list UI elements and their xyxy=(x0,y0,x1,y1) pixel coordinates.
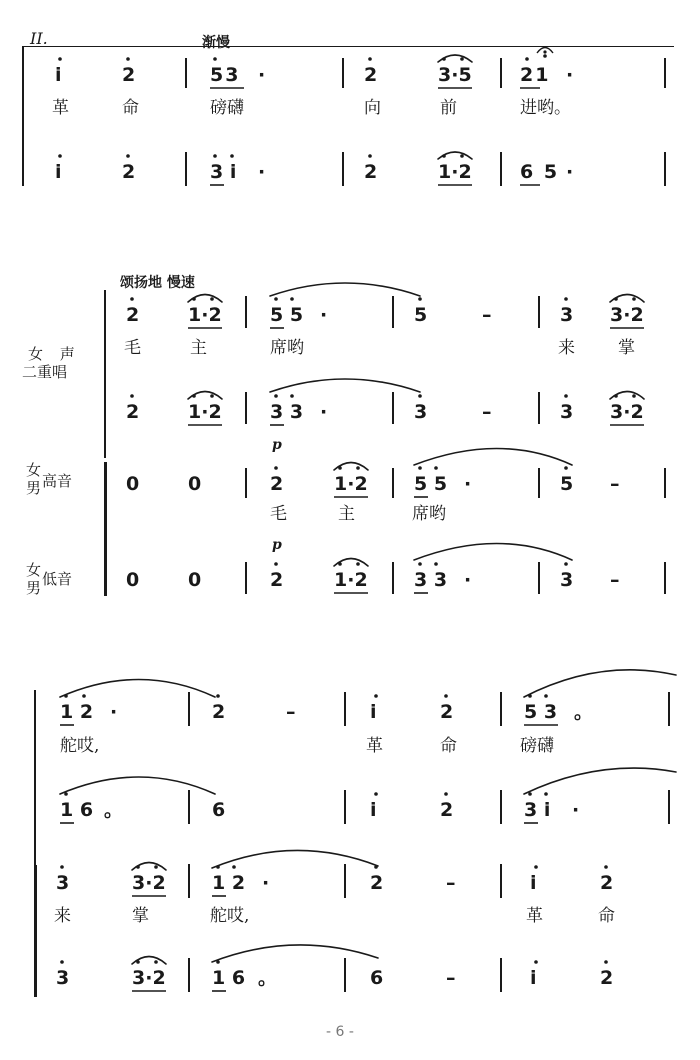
lyric: 掌 xyxy=(618,338,635,358)
note: i xyxy=(55,161,62,183)
note: 2 xyxy=(600,872,614,894)
note: 6 xyxy=(370,967,384,989)
dot: · xyxy=(566,64,574,86)
lyric: 毛 xyxy=(270,504,287,524)
note: 6 xyxy=(212,799,226,821)
note-group: 3 3 xyxy=(414,569,448,591)
part-label-high: 男 xyxy=(26,479,42,497)
note: 2 xyxy=(126,401,140,423)
lyric: 掌 xyxy=(132,906,149,926)
note: i xyxy=(530,967,537,989)
note: 2 xyxy=(440,701,454,723)
note: 2 xyxy=(600,967,614,989)
note-group: 1·2 xyxy=(188,401,222,423)
note: 0 xyxy=(188,473,202,495)
note: 2 xyxy=(440,799,454,821)
dash: – xyxy=(446,872,456,894)
note-group: 3 i xyxy=(524,799,551,821)
dot: 。 xyxy=(574,701,594,723)
note-group: 1·2 xyxy=(438,161,472,183)
lyric: 革 xyxy=(52,98,69,118)
dot: 。 xyxy=(104,799,124,821)
note: 5 xyxy=(560,473,574,495)
lyric: 磅礴 xyxy=(520,736,554,756)
note: 2 xyxy=(370,872,384,894)
note: i xyxy=(370,701,377,723)
note: i xyxy=(370,799,377,821)
lyric: 毛 xyxy=(124,338,141,358)
page-number: - 6 - xyxy=(326,1024,354,1040)
lyric: 向 xyxy=(364,98,381,118)
note-group: 5 5 xyxy=(270,304,304,326)
dot: · xyxy=(258,161,266,183)
lyric: 席哟 xyxy=(412,504,446,524)
dot: · xyxy=(320,304,328,326)
part-label-low: 低音 xyxy=(42,570,73,588)
note-group: 5 3 xyxy=(524,701,558,723)
note-group: 1·2 xyxy=(334,569,368,591)
lyric: 命 xyxy=(598,906,615,926)
part-label-female-duet: 二重唱 xyxy=(22,363,68,381)
note-group: 21 xyxy=(520,64,551,86)
note: 2 xyxy=(364,161,378,183)
note-group: 3·2 xyxy=(610,304,644,326)
dash: – xyxy=(610,569,620,591)
lyric: 来 xyxy=(54,906,71,926)
note: 2 xyxy=(270,569,284,591)
note-group: 3·2 xyxy=(132,967,166,989)
lyric: 革 xyxy=(366,736,383,756)
lyric: 磅礴 xyxy=(210,98,244,118)
lyric: 革 xyxy=(526,906,543,926)
volta-label: II. xyxy=(30,29,48,48)
note-group: 53 xyxy=(210,64,241,86)
lyric: 命 xyxy=(122,98,139,118)
lyric: 席哟 xyxy=(270,338,304,358)
note: 2 xyxy=(364,64,378,86)
dot: · xyxy=(464,569,472,591)
dot: · xyxy=(110,701,118,723)
dash: – xyxy=(482,401,492,423)
note-group: 3·2 xyxy=(610,401,644,423)
note-group: 3·2 xyxy=(132,872,166,894)
note-group: 3·5 xyxy=(438,64,472,86)
lyric: 舵哎, xyxy=(60,736,100,756)
note-group: 5 5 xyxy=(414,473,448,495)
note: 3 xyxy=(56,967,70,989)
note: 3 xyxy=(560,569,574,591)
note-group: 6 5 xyxy=(520,161,560,183)
dot: · xyxy=(464,473,472,495)
part-label-high: 女 xyxy=(26,461,42,479)
tempo-mark-solemn-slow: 颂扬地 慢速 xyxy=(120,275,195,291)
note: 3 xyxy=(414,401,428,423)
note-group: 3 i xyxy=(210,161,237,183)
dot: · xyxy=(320,401,328,423)
note-group: 1 2 xyxy=(212,872,246,894)
dash: – xyxy=(446,967,456,989)
note: 3 xyxy=(56,872,70,894)
dot: · xyxy=(572,799,580,821)
dot: 。 xyxy=(258,967,278,989)
lyric: 命 xyxy=(440,736,457,756)
note: i xyxy=(530,872,537,894)
note: 0 xyxy=(188,569,202,591)
dot: · xyxy=(566,161,574,183)
note-group: 1·2 xyxy=(334,473,368,495)
part-label-low: 男 xyxy=(26,579,42,597)
tempo-mark-ritardando: 渐慢 xyxy=(202,35,230,51)
note-group: 1 6 xyxy=(60,799,94,821)
note: 2 xyxy=(126,304,140,326)
dash: – xyxy=(610,473,620,495)
part-label-female-duet: 女 声 xyxy=(28,345,81,363)
note-group: 1 6 xyxy=(212,967,246,989)
note-group: 1 2 xyxy=(60,701,94,723)
note: 5 xyxy=(414,304,428,326)
lyric: 舵哎, xyxy=(210,906,250,926)
note: 2 xyxy=(122,64,136,86)
part-label-high: 高音 xyxy=(42,472,73,490)
lyric: 主 xyxy=(190,338,207,358)
note: 3 xyxy=(560,401,574,423)
lyric: 来 xyxy=(558,338,575,358)
dynamic-piano: p xyxy=(272,537,282,553)
note: 0 xyxy=(126,473,140,495)
part-label-low: 女 xyxy=(26,561,42,579)
note: 2 xyxy=(270,473,284,495)
dash: – xyxy=(482,304,492,326)
note-group: 1·2 xyxy=(188,304,222,326)
lyric: 主 xyxy=(338,504,355,524)
lyric: 前 xyxy=(440,98,457,118)
note: 2 xyxy=(212,701,226,723)
note: 2 xyxy=(122,161,136,183)
note-group: 3 3 xyxy=(270,401,304,423)
note: 3 xyxy=(560,304,574,326)
dynamic-piano: p xyxy=(272,437,282,453)
note: i xyxy=(55,64,62,86)
dot: · xyxy=(258,64,266,86)
lyric: 进哟。 xyxy=(520,98,571,118)
note: 0 xyxy=(126,569,140,591)
dash: – xyxy=(286,701,296,723)
dot: · xyxy=(262,872,270,894)
